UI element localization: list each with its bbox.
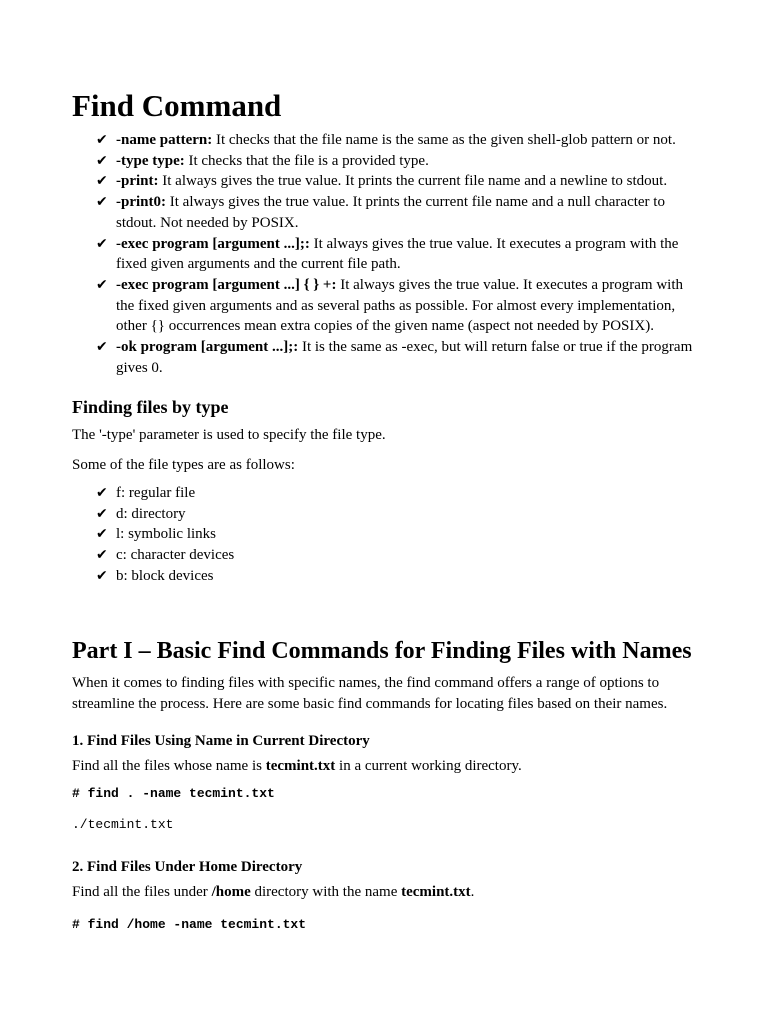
check-mark-icon: ✔ (96, 339, 108, 356)
option-term: -exec program [argument ...];: (116, 235, 310, 252)
file-type-label: f: regular file (116, 485, 196, 501)
check-mark-icon: ✔ (96, 526, 108, 543)
example-2-text-after: . (470, 884, 475, 900)
check-mark-icon: ✔ (96, 194, 108, 211)
file-type-item (96, 504, 696, 525)
check-mark-icon: ✔ (96, 485, 108, 501)
option-desc: It always gives the true value. It prints the current file name and a null character to stdout. Not needed by POSIX. (116, 194, 665, 231)
check-mark-icon: ✔ (96, 276, 108, 293)
option-term: -name pattern: (116, 132, 213, 148)
check-mark-icon: ✔ (96, 152, 108, 169)
example-2-text-before: Find all the files under (72, 884, 212, 900)
check-mark-icon: ✔ (96, 235, 108, 252)
file-type-item (96, 545, 696, 566)
types-heading: Finding files by type (72, 397, 229, 417)
file-type-label: b: block devices (116, 567, 214, 584)
option-desc: It always gives the true value. It executes a program with the fixed given arguments and the current file path. (116, 235, 679, 273)
option-item (96, 151, 696, 172)
option-term: -print0: (116, 194, 166, 211)
check-mark-icon: ✔ (96, 567, 108, 584)
option-term: -ok program [argument ...];: (116, 339, 299, 356)
file-type-item (96, 483, 696, 504)
file-types-list (72, 483, 696, 587)
options-section (72, 130, 696, 378)
file-type-label: d: directory (116, 505, 186, 522)
part1-intro: When it comes to finding files with specific names, the find command offers a range of options to streamline the process. Here are some basic find commands for locating files based on their names. (72, 675, 668, 712)
example-1-text-after: in a current working directory. (335, 758, 522, 774)
option-item (96, 337, 696, 378)
option-desc: It always gives the true value. It executes a program with the fixed given arguments and as several paths as possible. For almost every implementation, other {} occurrences mean extra copies of the given name (aspect not needed by POSIX). (116, 276, 683, 335)
option-desc: It is the same as -exec, but will return false or true if the program gives 0. (116, 339, 693, 376)
example-2-directory: /home (211, 884, 251, 900)
example-1-text (72, 756, 696, 777)
option-desc: It checks that the file name is the same as the given shell-glob pattern or not. (212, 132, 676, 148)
option-item (96, 192, 696, 233)
file-type-label: l: symbolic links (116, 526, 217, 543)
check-mark-icon: ✔ (96, 505, 108, 522)
options-list (72, 130, 696, 378)
example-1-output: ./tecmint.txt (72, 817, 174, 832)
types-para-1: The '-type' parameter is used to specify the file type. (72, 427, 386, 443)
example-2-heading: 2. Find Files Under Home Directory (72, 859, 303, 875)
example-1-command: # find . -name tecmint.txt (72, 786, 275, 801)
example-2-text (72, 882, 696, 903)
types-para-2: Some of the file types are as follows: (72, 457, 295, 473)
option-desc: It always gives the true value. It prints the current file name and a newline to stdout. (158, 173, 668, 190)
option-item (96, 234, 696, 275)
option-term: -type type: (116, 152, 185, 169)
example-1-text-before: Find all the files whose name is (72, 758, 266, 774)
option-item (96, 275, 696, 337)
example-2-text-mid: directory with the name (250, 884, 402, 900)
check-mark-icon: ✔ (96, 132, 108, 148)
example-1-filename: tecmint.txt (265, 758, 336, 774)
file-type-item (96, 566, 696, 587)
part1-heading: Part I – Basic Find Commands for Finding Files with Names (72, 638, 692, 664)
option-term: -exec program [argument ...] { } +: (116, 276, 337, 293)
example-2-filename: tecmint.txt (401, 884, 471, 900)
option-term: -print: (116, 173, 159, 190)
page-title: Find Command (72, 88, 282, 123)
example-2-command: # find /home -name tecmint.txt (72, 917, 307, 932)
types-section (72, 396, 696, 587)
option-desc: It checks that the file is a provided type. (184, 152, 429, 169)
option-item (96, 130, 696, 151)
example-1-heading: 1. Find Files Using Name in Current Directory (72, 733, 370, 749)
option-item (96, 171, 696, 192)
part1-section (72, 637, 696, 934)
check-mark-icon: ✔ (96, 547, 108, 564)
file-type-label: c: character devices (116, 547, 235, 564)
check-mark-icon: ✔ (96, 173, 108, 190)
file-type-item (96, 524, 696, 545)
